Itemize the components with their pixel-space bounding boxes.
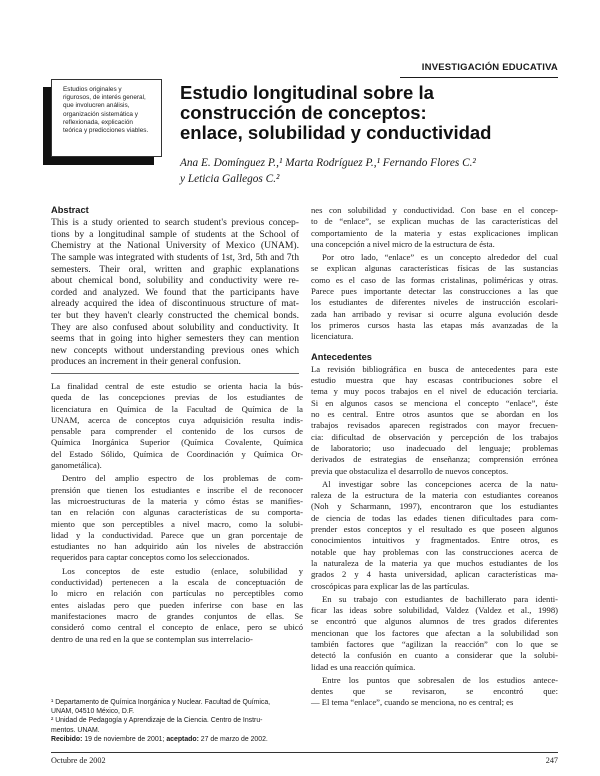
text-line: detectó la confusión en cuanto a considerar que la solubi- xyxy=(311,650,558,661)
text-line: prender estos conceptos y el resultado es que poseen algunos xyxy=(311,524,558,535)
antecedentes-heading: Antecedentes xyxy=(311,351,372,362)
paragraph xyxy=(51,473,303,563)
text-line: — El tema “enlace”, cuando se menciona, no es central; es xyxy=(311,697,514,708)
footnote-line: mentos. UNAM. xyxy=(51,726,100,734)
text-line: licenciatura. xyxy=(311,331,354,342)
text-line: new concepts without understanding previous ones which xyxy=(51,344,299,356)
text-line: se encontró que algunos alumnos de tres grados diferentes xyxy=(311,616,558,627)
text-line: consideró como central el concepto de enlace, pero se ubicó xyxy=(51,622,303,633)
text-line: pensable para comprender el contenido de los cursos de xyxy=(51,426,303,437)
text-line: ganometálica). xyxy=(51,460,102,471)
text-line: entes aisladas pero que pueden inferirse con base en las xyxy=(51,599,303,610)
text-line: de laboratorio; uso inadecuado del lenguaje; problemas xyxy=(311,442,558,453)
text-line: dentro de una red en la que se contemplan sus interrelacio- xyxy=(51,633,253,644)
abstract-body xyxy=(51,217,299,368)
text-line: Parece pues importante detectar las construcciones a las que xyxy=(311,286,558,297)
text-line: lidad y la conductividad. Parece que un gran porcentaje de xyxy=(51,529,303,540)
text-line: Por otro lado, “enlace” es un concepto alrededor del cual xyxy=(322,252,558,263)
title-line: enlace, solubilidad y conductividad xyxy=(180,122,492,143)
received-label: Recibido: xyxy=(51,735,83,743)
text-line: La revisión bibliográfica en busca de antecedentes para este xyxy=(311,363,558,374)
text-line: (Noh y Scharmann, 1997), encontraron que los estudiantes xyxy=(311,501,558,512)
header-rule xyxy=(400,77,558,78)
text-line: semesters. Their oral, written and graphic explanations xyxy=(51,263,299,275)
text-line: Química Inorgánica Superior (Química Covalente, Química xyxy=(51,437,303,448)
paragraph xyxy=(311,594,558,673)
text-line: de ciencia de todas las edades tienen dificultades para com- xyxy=(311,512,558,523)
text-line: En su trabajo con estudiantes de bachillerato para identi- xyxy=(322,593,558,604)
text-line: requeridos para captar conceptos como los seleccionados. xyxy=(51,552,250,563)
text-line: ficar las ideas sobre solubilidad, Valdez (Valdez et al., 1998) xyxy=(311,605,558,616)
text-line: del Estado Sólido, Química de Coordinación y Química Or- xyxy=(51,448,303,459)
article-authors xyxy=(180,155,560,187)
text-line: miento que son perceptibles a nivel macro, como la solubi- xyxy=(51,518,303,529)
footnote-line: ¹ Departamento de Química Inorgánica y Nuclear. Facultad de Química, xyxy=(51,699,271,706)
text-line: zada han arribado y revisar si ocurre alguna evolución desde xyxy=(311,308,558,319)
text-line: dentes que se revisaron, se encontró que: xyxy=(311,686,558,697)
text-line: conocimientos intuitivos y fragmentados. Entre otros, es xyxy=(311,535,558,546)
text-line: cia: dificultad de observación y percepción de los trabajos xyxy=(311,431,558,442)
footnotes xyxy=(51,698,303,744)
paragraph xyxy=(311,205,558,250)
text-line: croscópicas para explicar las de las partículas. xyxy=(311,580,470,591)
text-line: Si en algunos casos se menciona el concepto “enlace”, éste xyxy=(311,397,558,408)
text-line: tan en relación con algunas características de su comporta- xyxy=(51,507,303,518)
text-line: mencionan que los factores que afectan a la solubilidad son xyxy=(311,627,558,638)
left-column-body xyxy=(51,381,303,645)
text-line: to de “enlace”, se explican muchas de las características del xyxy=(311,216,558,227)
text-line: manifestaciones macro de grandes conjuntos de ellas. Se xyxy=(51,610,303,621)
text-line: The sample was integrated with students of 1st, 3rd, 5th and 7th xyxy=(51,252,299,264)
text-line: produces an increment in their general confusion. xyxy=(51,356,241,368)
paragraph xyxy=(311,479,558,592)
text-line: estudio muestra que hay escasas contribuciones sobre el xyxy=(311,375,558,386)
text-line: ter but they haven't clearly constructed the chemical bonds. xyxy=(51,310,299,322)
accepted-label: aceptado: xyxy=(166,735,199,743)
text-line: prensión que tienen los estudiantes e inscribe el de reconocer xyxy=(51,484,303,495)
text-line: como es el caso de las formas cristalinas, poliméricas y otras. xyxy=(311,274,558,285)
text-line: la naturaleza de la materia ya que muchos estudiantes de los xyxy=(311,557,558,568)
text-line: Al investigar sobre las concepciones acerca de la natu- xyxy=(322,478,558,489)
text-line: grados 2 y 4 hasta universidad, aplican características ma- xyxy=(311,569,558,580)
article-title xyxy=(180,83,560,143)
text-line: previa que obstaculiza el desarrollo de nuevos conceptos. xyxy=(311,465,509,476)
text-line: about chemical bond, solubility and conductivity were re- xyxy=(51,275,299,287)
text-line: estudiantes no han adquirido aún los niveles de abstracción xyxy=(51,541,303,552)
text-line: Chemistry at the National University of Mexico (UNAM). xyxy=(51,240,299,252)
text-line: Los conceptos de este estudio (enlace, solubilidad y xyxy=(62,565,303,576)
text-line: derivados de estrategias de enseñanza; comprensión errónea xyxy=(311,454,558,465)
footer-date: Octubre de 2002 xyxy=(51,756,106,765)
text-line: tions by a longitudinal sample of students at the School of xyxy=(51,228,299,240)
text-line: Entre los puntos que sobresalen de los estudios antece- xyxy=(322,674,558,685)
text-line: los primeros cursos hasta las etapas más avanzadas de la xyxy=(311,319,558,330)
footer-rule xyxy=(51,752,558,753)
text-line: They are also confused about solubility and conductivity. It xyxy=(51,321,299,333)
footnote-line: UNAM, 04510 México, D.F. xyxy=(51,708,135,716)
abstract-heading: Abstract xyxy=(51,205,89,215)
page-number: 247 xyxy=(545,756,558,765)
paragraph xyxy=(51,566,303,645)
authors-line: y Leticia Gallegos C.² xyxy=(180,173,280,185)
text-line: trabajos revisados aparecen registrados con mayor frecuen- xyxy=(311,420,558,431)
paragraph xyxy=(51,381,303,471)
received-date: 19 de noviembre de 2001; xyxy=(84,735,165,743)
title-line: construcción de conceptos: xyxy=(180,102,427,123)
right-column-body xyxy=(311,205,558,709)
footnote-line: ² Unidad de Pedagogía y Aprendizaje de la Ciencia. Centro de Instru- xyxy=(51,717,263,725)
text-line: UNAM, acerca de conceptos cuya adquisición resulta indis- xyxy=(51,414,303,425)
text-line: lidad es una reacción química. xyxy=(311,661,416,672)
text-line: Dentro del amplio espectro de los problemas de com- xyxy=(62,473,303,484)
text-line: nes con solubilidad y conductividad. Con base en el concep- xyxy=(311,205,558,215)
text-line: conductividad) pertenecen a la escala de conceptuación de xyxy=(51,577,303,588)
section-description-box: Estudios originales y rigurosos, de interés general, que involucren análisis, organización sistemática y reflexionada, explicación teórica y predicciones viables. xyxy=(51,79,162,157)
text-line: already acquired the idea of discontinuous structure of mat- xyxy=(51,298,299,310)
text-line: corded and analyzed. We found that the participants have xyxy=(51,286,299,298)
text-line: lo micro en relación con partículas no perceptibles como xyxy=(51,588,303,599)
text-line: se explican algunas características físicas de las sustancias xyxy=(311,263,558,274)
box-shadow-bottom xyxy=(43,157,154,165)
paragraph xyxy=(311,364,558,477)
text-line: no es central. Entre otros asuntos que se abordan en los xyxy=(311,409,558,420)
text-line: This is a study oriented to search student's previous concep- xyxy=(51,217,299,229)
text-line: tema y muy pocos trabajos en el nivel de educación terciaria. xyxy=(311,386,558,397)
text-line: queda de las concepciones previas de los estudiantes de xyxy=(51,392,303,403)
text-line: seems that in going into higher semesters they can mention xyxy=(51,333,299,345)
text-line: las microestructuras de la materia y cómo éstas se manifies- xyxy=(51,495,303,506)
title-line: Estudio longitudinal sobre la xyxy=(180,82,434,103)
text-line: notable que hay problemas con las construcciones acerca de xyxy=(311,546,558,557)
text-line: licenciatura en Química de la Facultad de Química de la xyxy=(51,403,303,414)
authors-line: Ana E. Domínguez P.,¹ Marta Rodríguez P.,¹ Fernando Flores C.² xyxy=(180,157,476,169)
text-line: los estudiantes de diferentes niveles de instrucción escolari- xyxy=(311,297,558,308)
box-shadow-left xyxy=(43,87,51,165)
text-line: raleza de la estructura de la materia con estudiantes coreanos xyxy=(311,490,558,501)
text-line: una concepción a nivel micro de la estructura de ésta. xyxy=(311,238,495,249)
paragraph xyxy=(311,252,558,342)
paragraph xyxy=(311,675,558,709)
abstract-section xyxy=(51,205,299,374)
section-label: INVESTIGACIÓN EDUCATIVA xyxy=(421,62,558,73)
text-line: comportamiento de la materia y estas explicaciones implican xyxy=(311,227,558,238)
text-line: también factores que “agilizan la reacción” con lo que se xyxy=(311,638,558,649)
text-line: La finalidad central de este estudio se orienta hacia la bús- xyxy=(51,381,303,391)
received-line xyxy=(51,735,303,744)
accepted-date: 27 de marzo de 2002. xyxy=(200,735,268,743)
